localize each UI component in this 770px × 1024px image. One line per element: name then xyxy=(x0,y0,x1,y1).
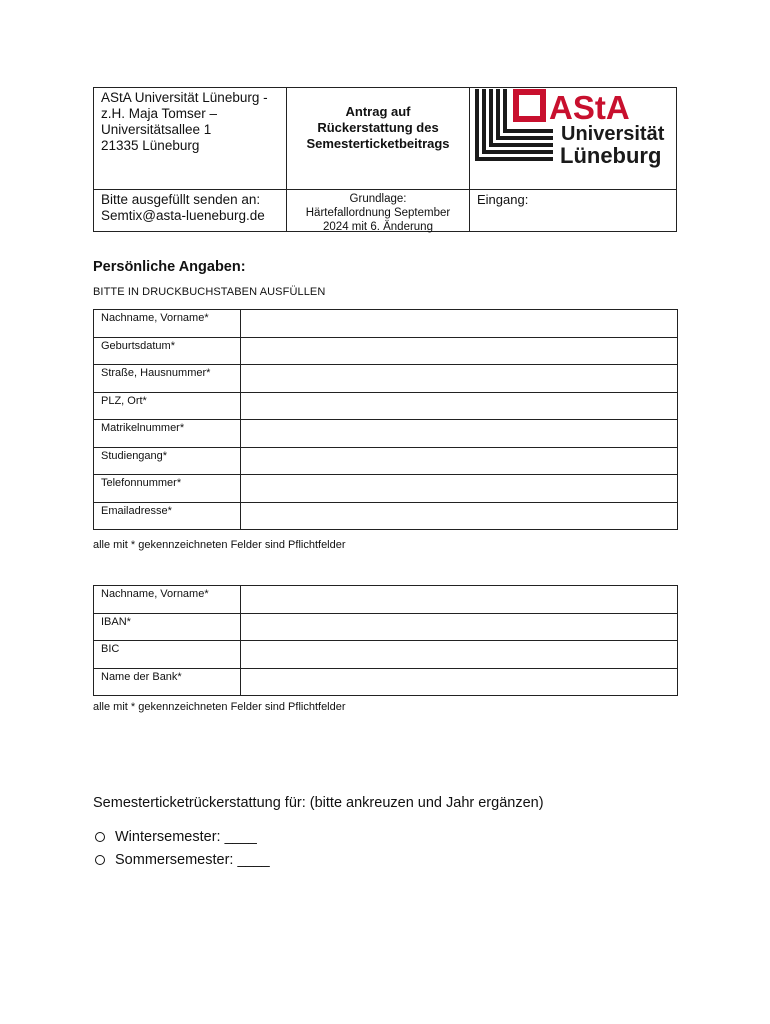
field-label: Emailadresse* xyxy=(94,502,241,530)
email-input[interactable] xyxy=(241,502,678,530)
street-input[interactable] xyxy=(241,365,678,393)
table-row xyxy=(94,502,678,530)
send-email: Semtix@asta-lueneburg.de xyxy=(101,208,265,223)
table-row xyxy=(94,310,678,338)
field-label: Studiengang* xyxy=(94,447,241,475)
field-label: IBAN* xyxy=(94,613,241,641)
table-row xyxy=(94,613,678,641)
field-label: Nachname, Vorname* xyxy=(94,310,241,338)
table-row xyxy=(94,447,678,475)
semester-question: Semesterticketrückerstattung für: (bitte ankreuzen und Jahr ergänzen) xyxy=(93,795,544,811)
required-fields-note: alle mit * gekennzeichneten Felder sind Pflichtfelder xyxy=(93,539,346,551)
title-line: Antrag auf xyxy=(345,104,411,119)
header-table xyxy=(93,87,677,232)
table-row xyxy=(94,641,678,669)
basis-line: 2024 mit 6. Änderung xyxy=(323,221,433,233)
header-divider xyxy=(94,189,676,190)
address-line: z.H. Maja Tomser – xyxy=(101,106,218,121)
field-label: PLZ, Ort* xyxy=(94,392,241,420)
table-row xyxy=(94,337,678,365)
legal-basis xyxy=(287,192,469,234)
study-program-input[interactable] xyxy=(241,447,678,475)
send-to-info xyxy=(101,192,265,224)
section-title-personal: Persönliche Angaben: xyxy=(93,259,246,275)
title-line: Semesterticketbeitrags xyxy=(306,136,450,151)
svg-text:AStA xyxy=(549,89,630,126)
option-summer[interactable] xyxy=(95,852,270,868)
option-winter[interactable] xyxy=(95,829,257,845)
block-letters-hint: BITTE IN DRUCKBUCHSTABEN AUSFÜLLEN xyxy=(93,286,326,298)
table-row xyxy=(94,475,678,503)
option-label: Sommersemester: ____ xyxy=(115,852,270,868)
logo-text-universitaet: Universität xyxy=(561,123,665,145)
basis-line: Härtefallordnung September xyxy=(305,207,451,219)
field-label: Straße, Hausnummer* xyxy=(94,365,241,393)
recipient-address xyxy=(101,90,268,154)
field-label: Telefonnummer* xyxy=(94,475,241,503)
table-row xyxy=(94,420,678,448)
table-row xyxy=(94,365,678,393)
field-label: BIC xyxy=(94,641,241,669)
address-line: Universitätsallee 1 xyxy=(101,122,212,137)
table-row xyxy=(94,586,678,614)
iban-input[interactable] xyxy=(241,613,678,641)
asta-logo xyxy=(475,89,675,185)
field-label: Nachname, Vorname* xyxy=(94,586,241,614)
field-label: Geburtsdatum* xyxy=(94,337,241,365)
form-title xyxy=(287,104,469,152)
eingang-label: Eingang: xyxy=(477,192,529,207)
bic-input[interactable] xyxy=(241,641,678,669)
phone-input[interactable] xyxy=(241,475,678,503)
basis-line: Grundlage: xyxy=(349,193,407,205)
bank-data-table xyxy=(93,585,678,696)
address-line: AStA Universität Lüneburg - xyxy=(101,90,268,105)
field-label: Matrikelnummer* xyxy=(94,420,241,448)
logo-text-asta: ASt xyxy=(549,89,606,126)
header-divider xyxy=(469,88,470,231)
radio-circle-icon[interactable] xyxy=(95,855,105,865)
required-fields-note: alle mit * gekennzeichneten Felder sind Pflichtfelder xyxy=(93,701,346,713)
bank-name-input[interactable] xyxy=(241,668,678,696)
matriculation-input[interactable] xyxy=(241,420,678,448)
zip-city-input[interactable] xyxy=(241,392,678,420)
account-holder-input[interactable] xyxy=(241,586,678,614)
radio-circle-icon[interactable] xyxy=(95,832,105,842)
title-line: Rückerstattung des xyxy=(317,120,439,135)
table-row xyxy=(94,392,678,420)
option-label: Wintersemester: ____ xyxy=(115,829,257,845)
birthdate-input[interactable] xyxy=(241,337,678,365)
personal-data-table xyxy=(93,309,678,530)
address-line: 21335 Lüneburg xyxy=(101,138,200,153)
logo-text-a: A xyxy=(605,89,630,126)
field-label: Name der Bank* xyxy=(94,668,241,696)
name-input[interactable] xyxy=(241,310,678,338)
send-line: Bitte ausgefüllt senden an: xyxy=(101,192,261,207)
table-row xyxy=(94,668,678,696)
logo-text-lueneburg: Lüneburg xyxy=(560,143,662,168)
